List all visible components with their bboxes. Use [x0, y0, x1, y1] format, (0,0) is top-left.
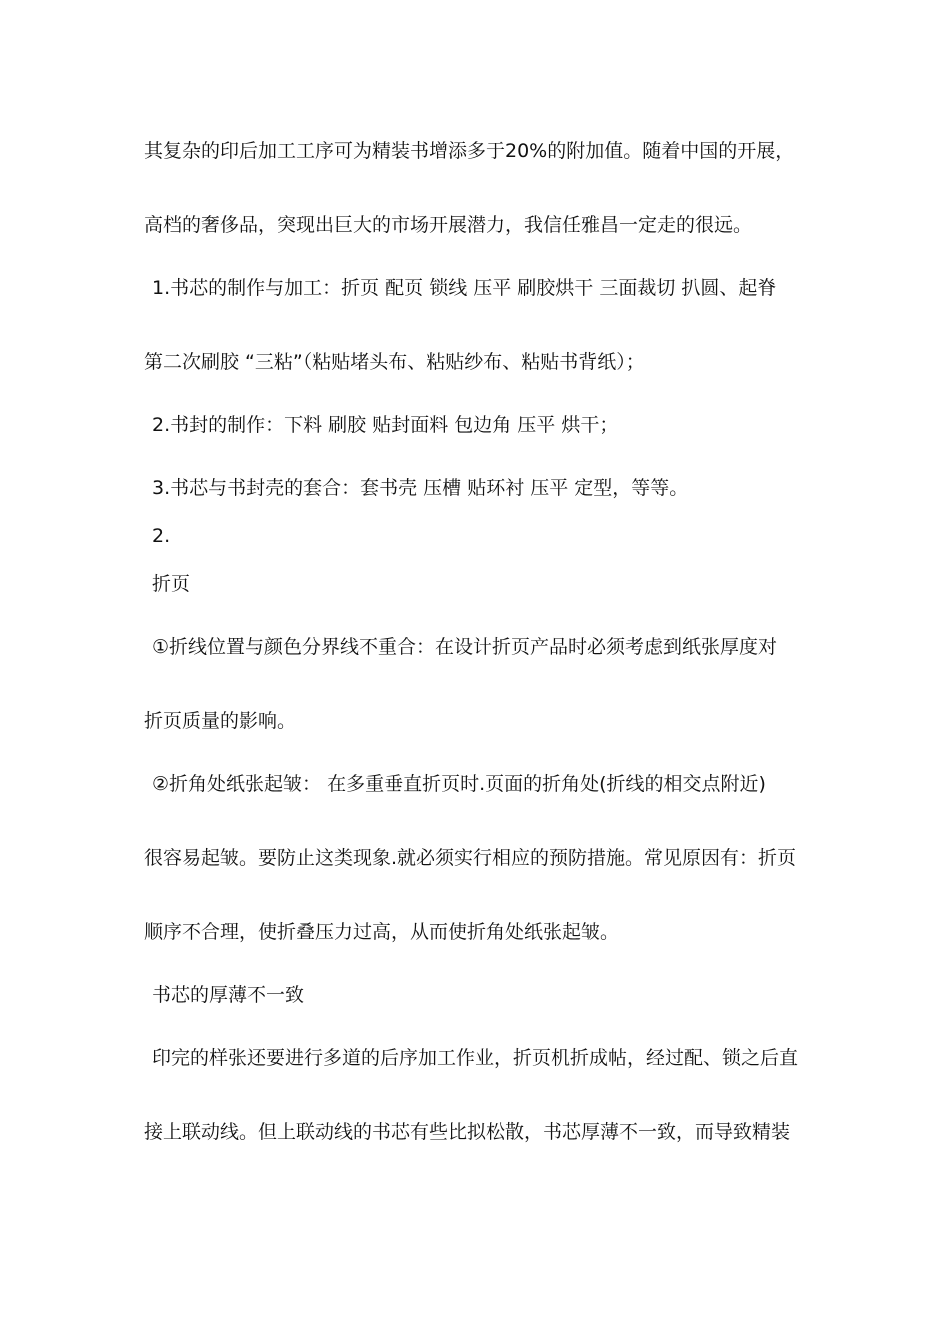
paragraph-line: 接上联动线。但上联动线的书芯有些比拟松散，书芯厚薄不一致，而导致精装 — [144, 1121, 791, 1143]
paragraph-line: 顺序不合理，使折叠压力过高，从而使折角处纸张起皱。 — [144, 921, 620, 943]
section-heading: 书芯的厚薄不一致 — [152, 984, 305, 1006]
paragraph-line: 第二次刷胶 “三粘”（粘贴堵头布、粘贴纱布、粘贴书背纸）； — [144, 351, 645, 373]
list-item: 1.书芯的制作与加工：折页 配页 锁线 压平 刷胶烘干 三面裁切 扒圆、起脊 — [152, 277, 777, 299]
paragraph-line: 印完的样张还要进行多道的后序加工作业，折页机折成帖，经过配、锁之后直 — [152, 1047, 799, 1069]
paragraph-line: 高档的奢侈品，突现出巨大的市场开展潜力，我信任雅昌一定走的很远。 — [144, 214, 753, 236]
paragraph-line: 很容易起皱。要防止这类现象.就必须实行相应的预防措施。常见原因有：折页 — [144, 847, 797, 869]
section-number: 2. — [152, 525, 171, 547]
paragraph-line: 折页质量的影响。 — [144, 710, 297, 732]
paragraph-line: 其复杂的印后加工工序可为精装书增添多于20%的附加值。随着中国的开展， — [144, 140, 795, 162]
paragraph-line: ①折线位置与颜色分界线不重合：在设计折页产品时必须考虑到纸张厚度对 — [152, 636, 778, 658]
list-item: 3.书芯与书封壳的套合：套书壳 压槽 贴环衬 压平 定型，等等。 — [152, 477, 689, 499]
list-item: 2.书封的制作：下料 刷胶 贴封面料 包边角 压平 烘干； — [152, 414, 619, 436]
paragraph-line: ②折角处纸张起皱： 在多重垂直折页时.页面的折角处(折线的相交点附近) — [152, 773, 766, 795]
section-heading: 折页 — [152, 573, 191, 595]
